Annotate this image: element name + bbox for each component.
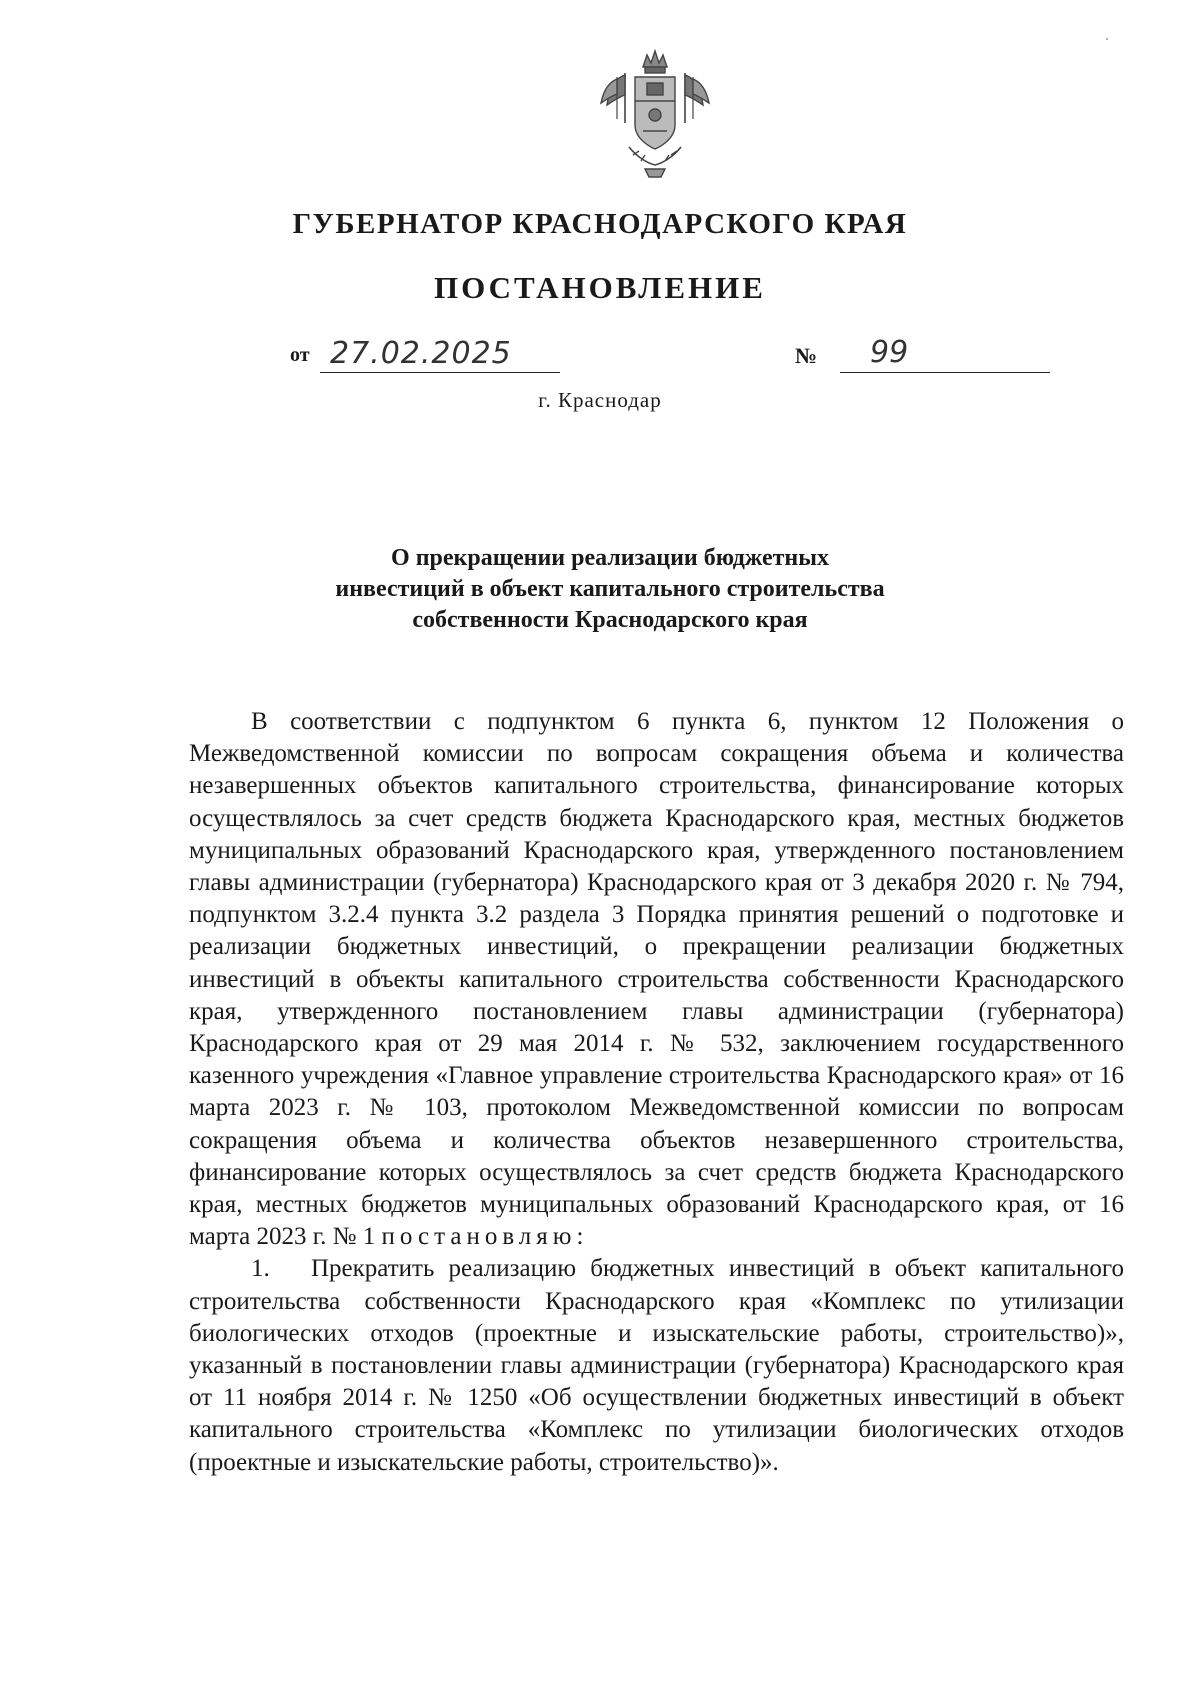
scan-speck — [1106, 38, 1108, 40]
title-line: О прекращении реализации бюджетных — [391, 545, 829, 571]
document-body — [189, 706, 1124, 1479]
handwritten-date: 27.02.2025 — [330, 336, 512, 371]
decree-word: постановляю: — [381, 1223, 589, 1251]
item-1-paragraph — [189, 1253, 1124, 1478]
coat-of-arms-emblem — [595, 45, 715, 185]
issuing-authority: ГУБЕРНАТОР КРАСНОДАРСКОГО КРАЯ — [292, 208, 908, 240]
preamble-paragraph — [189, 706, 1124, 1253]
document-type: ПОСТАНОВЛЕНИЕ — [434, 270, 766, 305]
date-underline — [320, 372, 560, 373]
item-number: 1. — [251, 1255, 270, 1283]
date-prefix: от — [290, 344, 310, 366]
handwritten-number: 99 — [870, 335, 909, 370]
preamble-text: В соответствии с подпунктом 6 пункта 6, пунктом 12 Положения о Межведомственной комиссии по вопросам сокращения объема и количества незавершенных объектов капитального строительства, финансирование которых осуществлялось за счет средств бюджета Краснодарского края, местных бюджетов муниципальных образований Краснодарского края, утвержденного постановлением главы администрации (губернатора) Краснодарского края от 3 декабря 2020 г. № 794, подпунктом 3.2.4 пункта 3.2 раздела 3 Порядка принятия решений о подготовке и реализации бюджетных инвестиций, о прекращении реализации бюджетных инвестиций в объекты капитального строительства собственности Краснодарского края, утвержденного постановлением главы администрации (губернатора) Краснодарского края от 29 мая 2014 г. № 532, заключением государственного казенного учреждения «Главное управление строительства Краснодарского края» от 16 марта 2023 г. № 103, протоколом Межведомственной комиссии по вопросам сокращения объема и количества объектов незавершенного строительства, финансирование которых осуществлялось за счет средств бюджета Краснодарского края, местных бюджетов муниципальных образований Краснодарского края, от 16 марта 2023 г. № 1 — [189, 708, 1124, 1251]
date-number-row — [290, 335, 1050, 378]
item-1-text: Прекратить реализацию бюджетных инвестиций в объект капитального строительства собственности Краснодарского края «Комплекс по утилизации биологических отходов (проектные и изыскательские работы, строительство)», указанный в постановлении главы администрации (губернатора) Краснодарского края от 11 ноября 2014 г. № 1250 «Об осуществлении бюджетных инвестиций в объект капитального строительства «Комплекс по утилизации биологических отходов (проектные и изыскательские работы, строительство)». — [189, 1255, 1124, 1476]
title-line: инвестиций в объект капитального строительства — [335, 576, 885, 602]
number-prefix: № — [795, 343, 818, 368]
title-line: собственности Краснодарского края — [412, 607, 808, 633]
city-name: г. Краснодар — [538, 388, 662, 412]
document-title — [300, 543, 920, 636]
number-underline — [840, 372, 1050, 373]
